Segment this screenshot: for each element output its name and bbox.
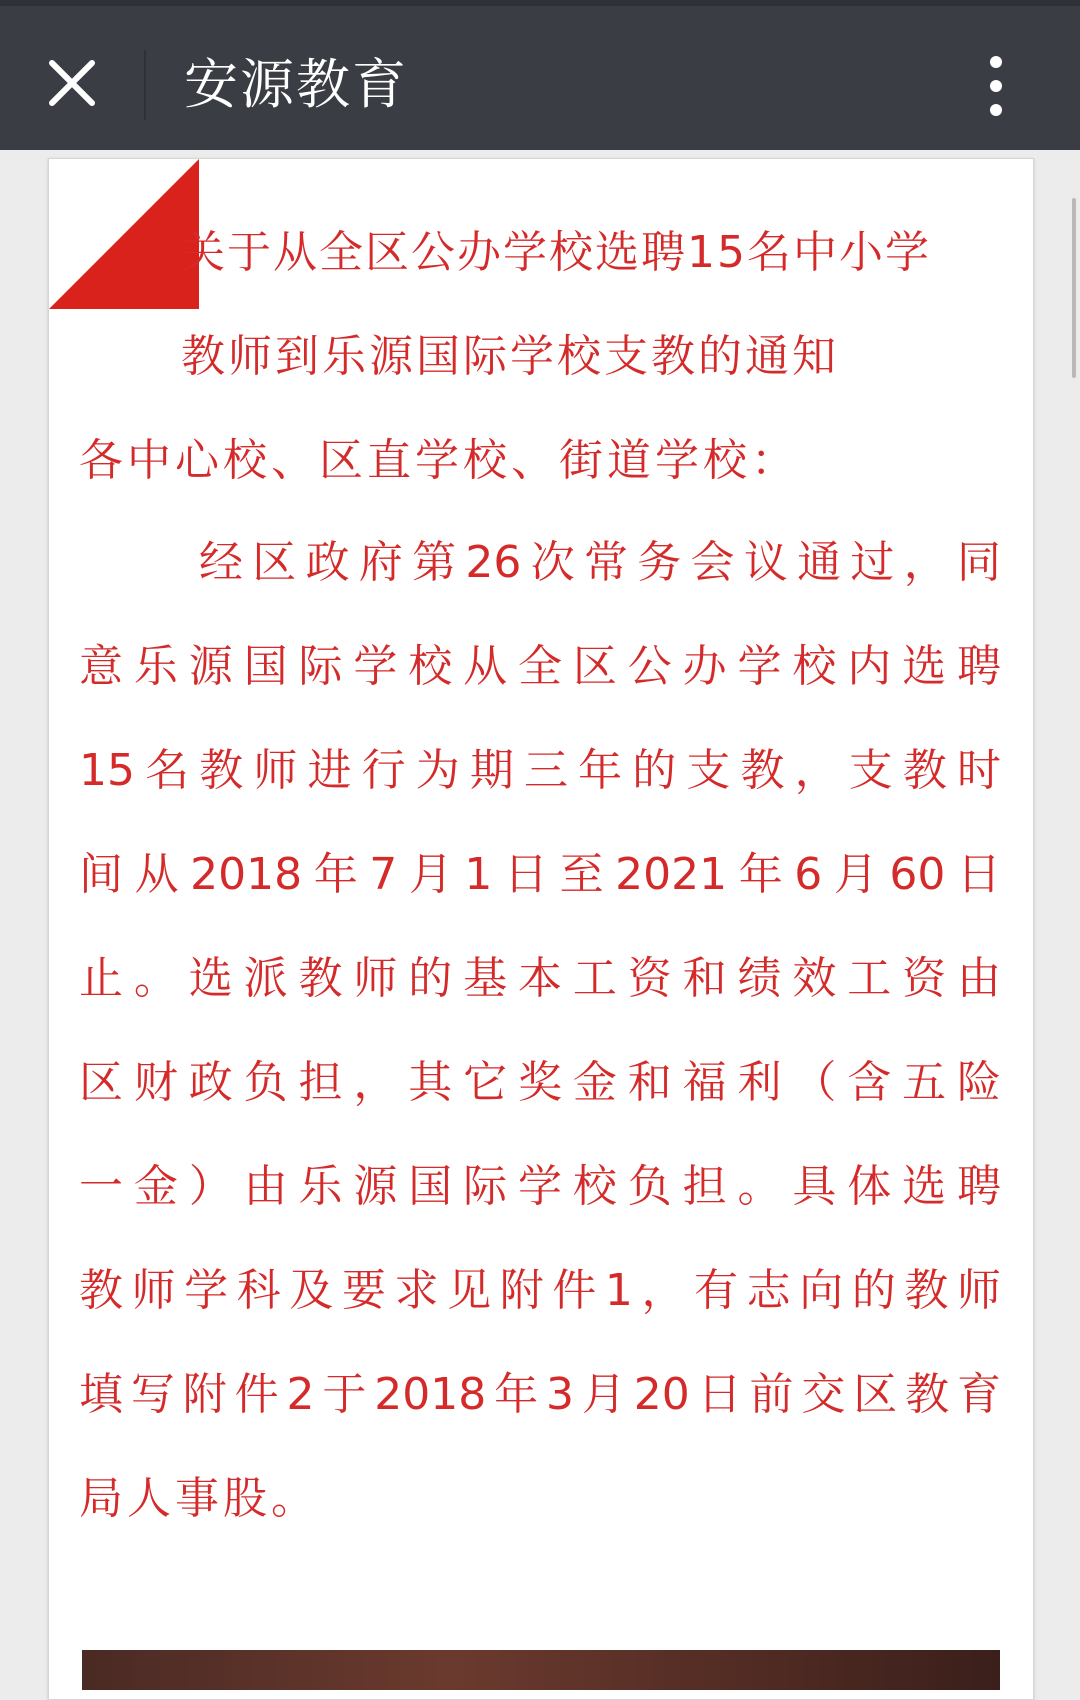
article-body-line: 填写附件2于2018年3月20日前交区教育 [79, 1369, 1001, 1420]
article-body-line: 间从2018年7月1日至2021年6月60日 [79, 849, 1001, 900]
content-area[interactable] [0, 150, 1080, 1676]
article-body-line: 止。选派教师的基本工资和绩效工资由 [79, 953, 1001, 1004]
header-divider [144, 50, 146, 120]
article-body-line: 一金）由乐源国际学校负担。具体选聘 [79, 1161, 1001, 1212]
article-body-line: 教师学科及要求见附件1，有志向的教师 [79, 1265, 1001, 1316]
article-body-line: 区财政负担，其它奖金和福利（含五险 [79, 1057, 1001, 1108]
article-card [48, 158, 1034, 1700]
page-title: 安源教育 [184, 53, 408, 116]
corner-ribbon-icon [49, 159, 199, 309]
article-body-line: 经区政府第26次常务会议通过，同 [199, 537, 1001, 588]
article-image [82, 1650, 1000, 1690]
article-title-line1: 关于从全区公办学校选聘15名中小学 [181, 227, 931, 278]
app-header [0, 0, 1080, 150]
article-salutation: 各中心校、区直学校、街道学校： [79, 435, 799, 486]
scrollbar[interactable] [1072, 198, 1076, 378]
article-body-line: 15名教师进行为期三年的支教，支教时 [79, 745, 1001, 796]
close-icon[interactable] [40, 51, 104, 115]
article-title-line2: 教师到乐源国际学校支教的通知 [181, 331, 839, 382]
article-body-line: 局人事股。 [79, 1473, 319, 1524]
more-vertical-icon[interactable] [970, 54, 1022, 118]
article-body-line: 意乐源国际学校从全区公办学校内选聘 [79, 641, 1001, 692]
